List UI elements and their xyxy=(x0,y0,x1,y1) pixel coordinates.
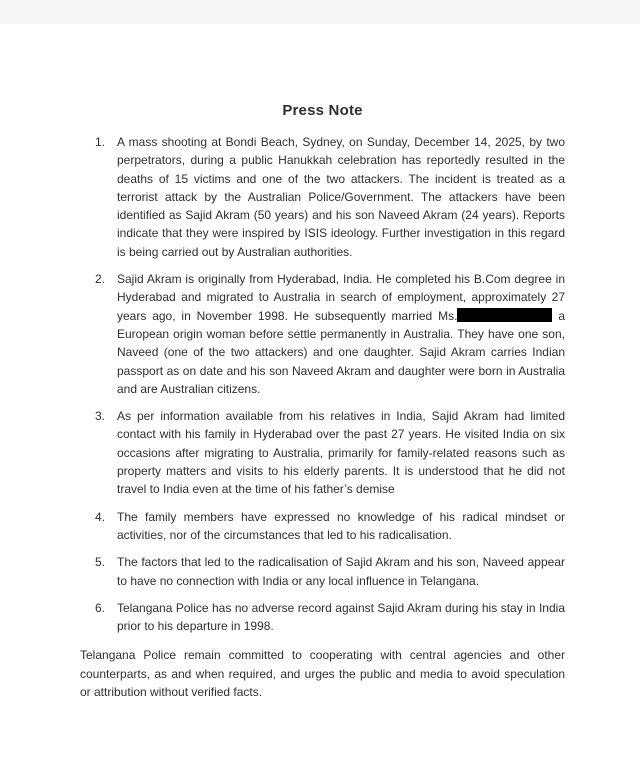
redacted-name-box xyxy=(457,308,552,322)
paragraph-text: The factors that led to the radicalisation of Sajid Akram and his son, Naveed appear to have no connection with India or any local influence in Telangana. xyxy=(117,555,565,588)
closing-paragraph: Telangana Police remain committed to cooperating with central agencies and other counterparts, as and when required, and urges the public and media to avoid speculation or attribution without verified facts. xyxy=(80,648,565,700)
paragraph-text xyxy=(117,270,565,398)
paragraph-text: The family members have expressed no knowledge of his radical mindset or activities, nor of the circumstances that led to his radicalisation. xyxy=(117,509,565,542)
paragraph-number: 4. xyxy=(95,509,106,524)
document-title: Press Note xyxy=(282,102,363,119)
paragraph-text-before-redaction: Sajid Akram is originally from Hyderabad, India. He completed his B.Com degree in Hyderabad and migrated to Australia in search of employment, approximately 27 years ago, in November 1998. He subsequently married Ms. xyxy=(117,272,565,323)
numbered-paragraph-6 xyxy=(80,599,565,636)
paragraph-text: Telangana Police has no adverse record against Sajid Akram during his stay in India prior to his departure in 1998. xyxy=(117,600,565,634)
paragraph-number: 6. xyxy=(95,600,106,615)
numbered-paragraph-4 xyxy=(80,508,565,545)
paragraph-number: 5. xyxy=(95,555,106,570)
numbered-paragraph-2 xyxy=(80,270,565,398)
numbered-list xyxy=(80,133,565,635)
paragraph-number: 2. xyxy=(95,272,106,287)
paragraph-number: 3. xyxy=(95,409,106,424)
top-strip xyxy=(0,0,640,24)
numbered-paragraph-5 xyxy=(80,553,565,590)
paragraph-text-after-redaction: a European origin woman before settle permanently in Australia. They have one son, Naveed (one of the two attackers) and one daughter. Sajid Akram carries Indian passport as on date and his son Naveed Akram and daughter were born in Australia and are Australian citizens. xyxy=(117,308,565,396)
numbered-paragraph-1 xyxy=(80,133,565,261)
numbered-paragraph-3 xyxy=(80,407,565,498)
paragraph-text: As per information available from his relatives in India, Sajid Akram had limited contact with his family in Hyderabad over the past 27 years. He visited India on six occasions after migrating to Australia, primarily for family-related reasons such as property matters and visits to his elderly parents. It is understood that he did not travel to India even at the time of his father’s demise xyxy=(117,409,565,497)
paragraph-number: 1. xyxy=(95,135,106,149)
paragraph-text: A mass shooting at Bondi Beach, Sydney, on Sunday, December 14, 2025, by two perpetrators, during a public Hanukkah celebration has reportedly resulted in the deaths of 15 victims and one of the two attackers. The incident is treated as a terrorist attack by the Australian Police/Government. The attackers have been identified as Sajid Akram (50 years) and his son Naveed Akram (24 years). Reports indicate that they were inspired by ISIS ideology. Further investigation in this regard is being carried out by Australian authorities. xyxy=(117,135,565,259)
document-page xyxy=(0,24,640,701)
